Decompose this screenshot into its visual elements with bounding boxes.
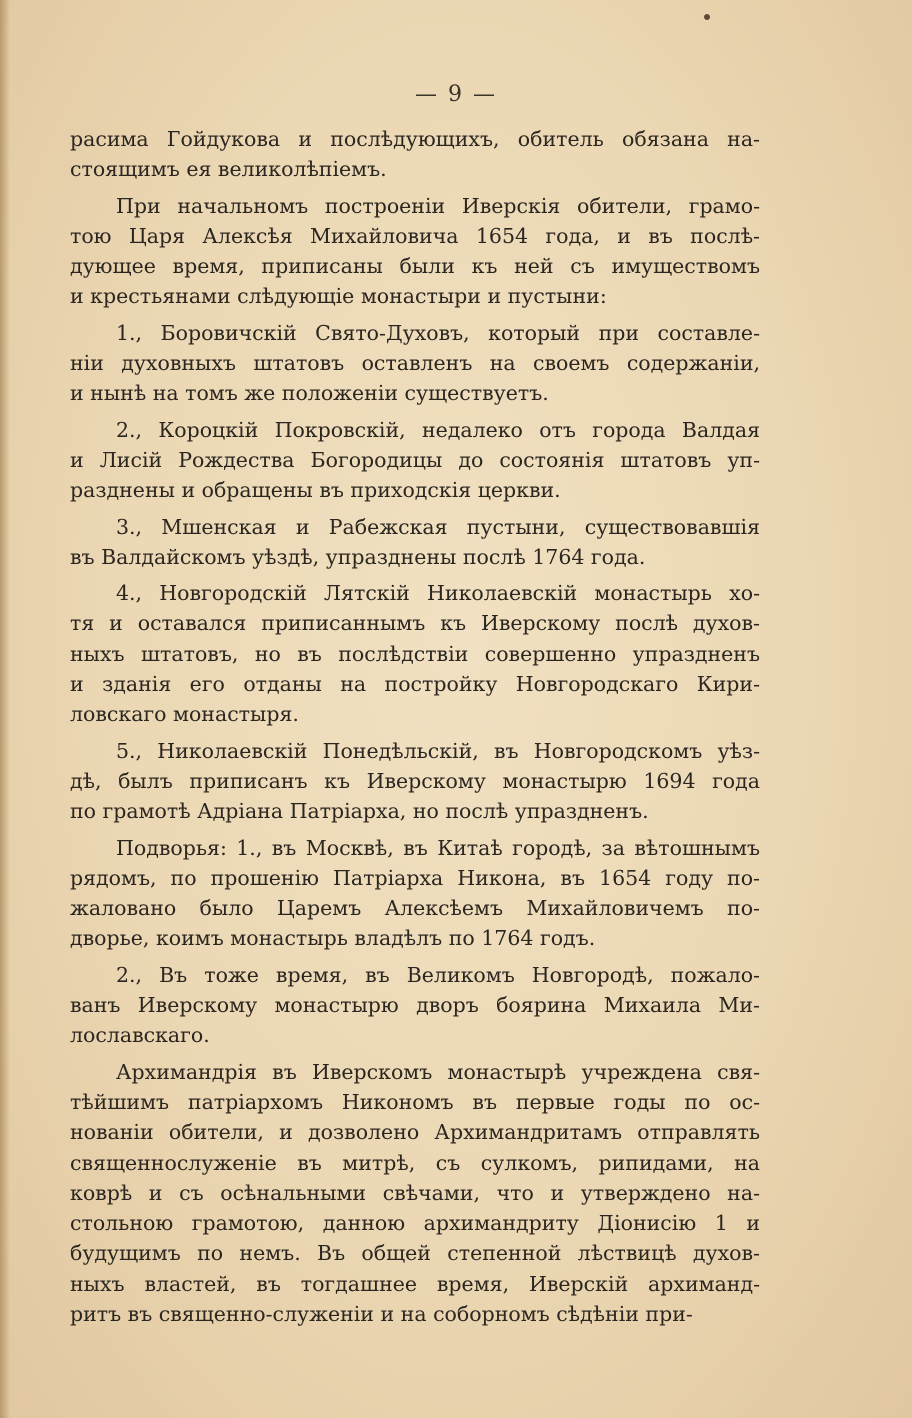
body-text — [70, 124, 760, 1329]
text-line: по грамотѣ Адріана Патріарха, но послѣ упраздненъ. — [70, 799, 649, 824]
paragraph — [70, 512, 760, 573]
text-line: 4., Новгородскій Лятскій Николаевскій монастырь хо- — [116, 581, 760, 606]
paragraph — [70, 578, 760, 729]
text-line: дѣ, былъ приписанъ къ Иверскому монастырю 1694 года — [70, 768, 760, 793]
text-line: 5., Николаевскій Понедѣльскій, въ Новгородскомъ уѣз- — [116, 738, 760, 763]
paragraph — [70, 124, 760, 185]
text-line: При начальномъ построеніи Иверскія обители, грамо- — [116, 193, 760, 218]
text-line: нованіи обители, и дозволено Архимандритамъ отправлять — [70, 1120, 760, 1145]
text-line: дворье, коимъ монастырь владѣлъ по 1764 годъ. — [70, 926, 596, 951]
paragraph — [70, 736, 760, 827]
text-line: 1., Боровичскій Свято-Духовъ, который при составле- — [116, 320, 760, 345]
text-line: ніи духовныхъ штатовъ оставленъ на своемъ содержаніи, — [70, 351, 760, 376]
text-line: 3., Мшенская и Рабежская пустыни, существовавшія — [116, 514, 760, 539]
text-line: 2., Въ тоже время, въ Великомъ Новгородѣ, пожало- — [116, 962, 760, 987]
paragraph — [70, 415, 760, 506]
text-line: и зданія его отданы на постройку Новгородскаго Кири- — [70, 672, 760, 697]
page-binding-edge — [0, 0, 10, 1418]
text-line: ванъ Иверскому монастырю дворъ боярина Михаила Ми- — [70, 993, 760, 1018]
text-line: тѣйшимъ патріархомъ Никономъ въ первые годы по ос- — [70, 1089, 760, 1114]
text-line: рядомъ, по прошенію Патріарха Никона, въ 1654 году по- — [70, 865, 760, 890]
text-line: ритъ въ священно-служеніи и на соборномъ сѣдѣніи при- — [70, 1301, 693, 1326]
text-line: будущимъ по немъ. Въ общей степенной лѣствицѣ духов- — [70, 1241, 760, 1266]
text-line: Архимандрія въ Иверскомъ монастырѣ учреждена свя- — [116, 1059, 760, 1084]
page-number: — 9 — — [415, 82, 497, 107]
text-line: коврѣ и съ осѣнальными свѣчами, что и утверждено на- — [70, 1180, 760, 1205]
text-line: Подворья: 1., въ Москвѣ, въ Китаѣ городѣ, за вѣтошнымъ — [116, 835, 760, 860]
text-line: ныхъ властей, въ тогдашнее время, Иверскій архиманд- — [70, 1271, 760, 1296]
text-line: тя и оставался приписаннымъ къ Иверскому послѣ духов- — [70, 611, 760, 636]
text-line: стольною грамотою, данною архимандриту Діонисію 1 и — [70, 1211, 760, 1236]
paragraph — [70, 318, 760, 409]
text-line: дующее время, приписаны были къ ней съ имуществомъ — [70, 254, 760, 279]
paragraph — [70, 833, 760, 954]
text-line: ныхъ штатовъ, но въ послѣдствіи совершенно упраздненъ — [70, 641, 760, 666]
text-line: стоящимъ ея великолѣпіемъ. — [70, 157, 387, 182]
text-line: священнослуженіе въ митрѣ, съ сулкомъ, рипидами, на — [70, 1150, 760, 1175]
paragraph — [70, 960, 760, 1051]
text-line: лославскаго. — [70, 1023, 210, 1048]
text-line: и Лисій Рождества Богородицы до состоянія штатовъ уп- — [70, 447, 760, 472]
text-line: тою Царя Алексѣя Михайловича 1654 года, и въ послѣ- — [70, 223, 760, 248]
text-line: 2., Короцкій Покровскій, недалеко отъ города Валдая — [116, 417, 760, 442]
paragraph — [70, 191, 760, 312]
paragraph — [70, 1057, 760, 1330]
text-line: расима Гойдукова и послѣдующихъ, обитель обязана на- — [70, 127, 760, 151]
text-line: ловскаго монастыря. — [70, 702, 299, 727]
ink-speck — [704, 14, 710, 20]
text-line: жаловано было Царемъ Алексѣемъ Михайловичемъ по- — [70, 896, 760, 921]
text-line: разднены и обращены въ приходскія церкви. — [70, 478, 561, 503]
text-line: и нынѣ на томъ же положеніи существуетъ. — [70, 381, 549, 406]
text-line: въ Валдайскомъ уѣздѣ, упразднены послѣ 1764 года. — [70, 544, 646, 569]
text-line: и крестьянами слѣдующіе монастыри и пустыни: — [70, 284, 607, 309]
